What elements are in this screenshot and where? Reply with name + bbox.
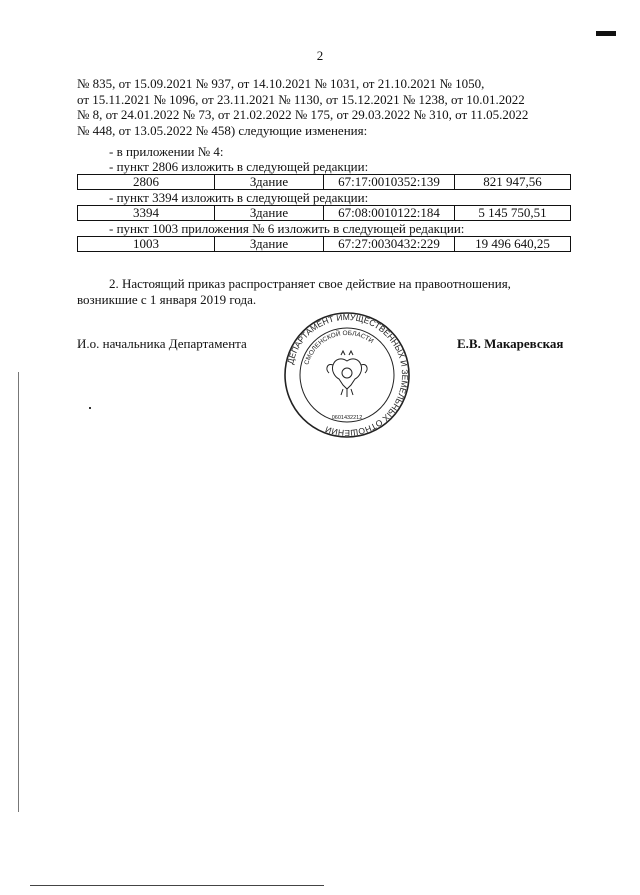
intro-line: от 15.11.2021 № 1096, от 23.11.2021 № 1130, от 15.12.2021 № 1238, от 10.01.2022 [77, 91, 525, 107]
edit-heading: - пункт 2806 изложить в следующей редакции: [109, 159, 369, 174]
footer-rule [30, 885, 324, 886]
seal-outer-text: ДЕПАРТАМЕНТ ИМУЩЕСТВЕННЫХ И ЗЕМЕЛЬНЫХ ОТНОШЕНИЙ [285, 311, 411, 439]
edit-table [77, 205, 571, 221]
object-type-cell: Здание [215, 206, 324, 221]
edit-table [77, 236, 571, 252]
signatory-name: Е.В. Макаревская [457, 336, 564, 351]
intro-line: № 448, от 13.05.2022 № 458) следующие изменения: [77, 122, 368, 138]
object-type-cell: Здание [215, 237, 324, 252]
scan-mark [596, 31, 616, 36]
seal-code: 0601432212 [331, 415, 363, 421]
item-number-cell: 1003 [78, 237, 215, 252]
item-number-cell: 3394 [78, 206, 215, 221]
official-seal [283, 311, 411, 439]
cadastral-number-cell: 67:27:0030432:229 [324, 237, 455, 252]
page-number: 2 [316, 48, 324, 63]
edits-section [77, 144, 571, 252]
value-cell: 821 947,56 [455, 175, 571, 190]
closing-line: 2. Настоящий приказ распространяет свое действие на правоотношения, [109, 276, 511, 291]
cadastral-number-cell: 67:17:0010352:139 [324, 175, 455, 190]
edit-table [77, 174, 571, 190]
seal-inner-text: СМОЛЕНСКОЙ ОБЛАСТИ [303, 329, 375, 366]
scan-speck [89, 407, 91, 409]
scan-margin-line [18, 372, 19, 812]
edit-heading: - пункт 1003 приложения № 6 изложить в следующей редакции: [109, 221, 465, 236]
table-row [78, 175, 571, 190]
intro-paragraph [77, 76, 571, 138]
signatory-position: И.о. начальника Департамента [77, 336, 247, 351]
intro-line: № 8, от 24.01.2022 № 73, от 21.02.2022 № 175, от 29.03.2022 № 310, от 11.05.2022 [77, 107, 529, 122]
edit-heading: - пункт 3394 изложить в следующей редакции: [109, 190, 369, 205]
closing-paragraph [77, 276, 571, 307]
object-type-cell: Здание [215, 175, 324, 190]
value-cell: 5 145 750,51 [455, 206, 571, 221]
table-row [78, 206, 571, 221]
item-number-cell: 2806 [78, 175, 215, 190]
closing-line: возникшие с 1 января 2019 года. [77, 291, 257, 307]
value-cell: 19 496 640,25 [455, 237, 571, 252]
intro-line: № 835, от 15.09.2021 № 937, от 14.10.2021 № 1031, от 21.10.2021 № 1050, [77, 76, 485, 91]
table-row [78, 237, 571, 252]
cadastral-number-cell: 67:08:0010122:184 [324, 206, 455, 221]
eagle-emblem-icon [327, 351, 367, 397]
appendix-line: - в приложении № 4: [109, 144, 224, 159]
